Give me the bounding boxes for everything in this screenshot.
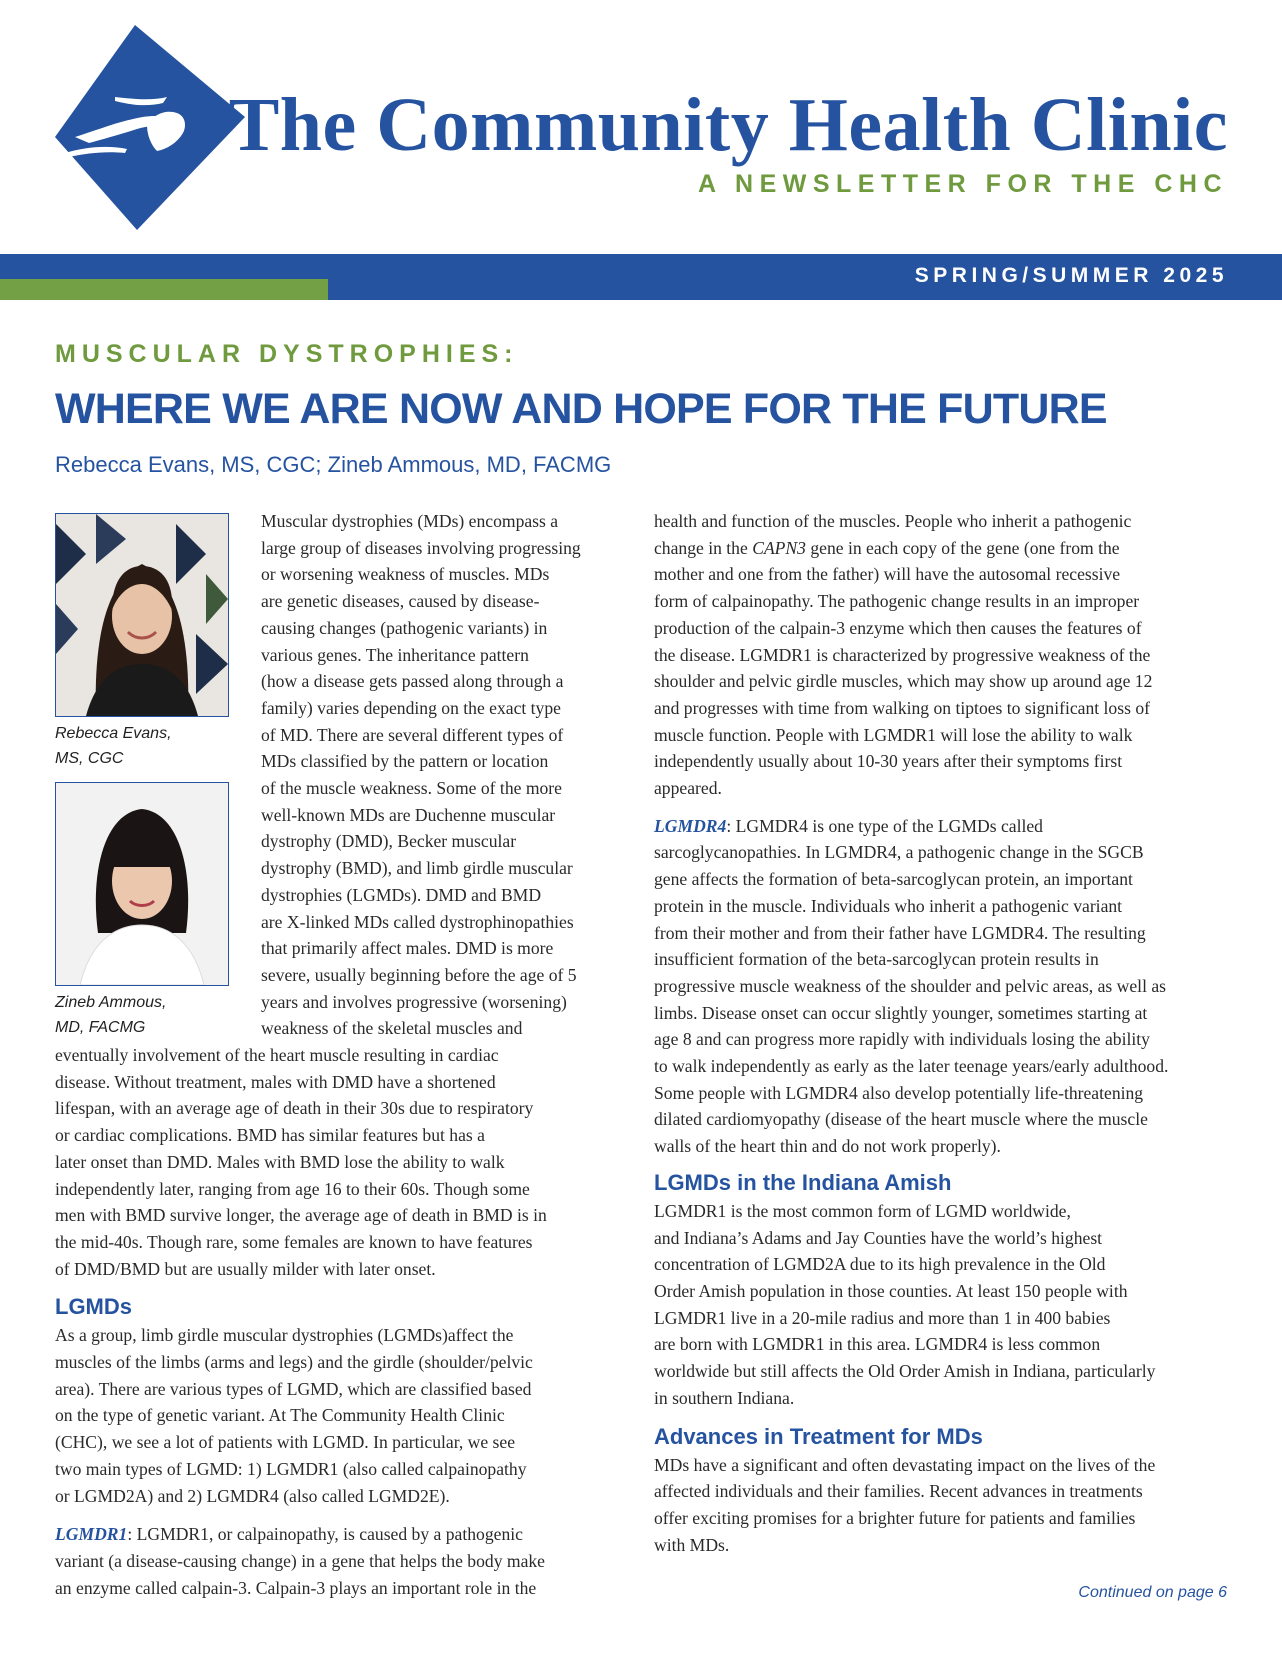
text-line: dystrophies (LGMDs). DMD and BMD	[261, 884, 542, 905]
author-photo-zineb-ammous	[55, 782, 229, 986]
text-line: appeared.	[654, 778, 722, 799]
portrait-image	[56, 514, 228, 716]
text-line: two main types of LGMD: 1) LGMDR1 (also called calpainopathy	[55, 1458, 527, 1479]
left-column	[55, 1042, 547, 1601]
masthead	[0, 0, 1282, 300]
text-line: dystrophy (DMD), Becker muscular	[261, 831, 517, 852]
text-line: and progresses with time from walking on tiptoes to significant loss of	[654, 697, 1150, 718]
hands-diamond-logo	[55, 25, 245, 230]
text-line: eventually involvement of the heart muscle resulting in cardiac	[55, 1045, 499, 1065]
text-line: MDs have a significant and often devastating impact on the lives of the	[654, 1454, 1156, 1475]
text-line: Order Amish population in those counties. At least 150 people with	[654, 1280, 1128, 1301]
text-line: production of the calpain-3 enzyme which then causes the features of	[654, 617, 1142, 638]
text-line: offer exciting promises for a brighter future for patients and families	[654, 1507, 1136, 1528]
text-line: (CHC), we see a lot of patients with LGMD. In particular, we see	[55, 1432, 516, 1453]
newsletter-subtitle: A NEWSLETTER FOR THE CHC	[697, 170, 1228, 198]
text-line: various genes. The inheritance pattern	[261, 644, 529, 665]
section-heading-lgmds: LGMDs	[55, 1294, 132, 1320]
lgmdr4-paragraph: LGMDR4: LGMDR4 is one type of the LGMDs called sarcoglycanopathies. In LGMDR4, a pathogenic change in the SGCB gene affects the formation of beta-sarcoglycan protein, an important protein in the muscle. Individuals who inherit a pathogenic variant from their mother and from their father have LGMDR4. The resulting insufficient formation of the beta-sarcoglycan protein results in progressive muscle weakness of the shoulder and pelvic areas, as well as limbs. Disease onset can occur slightly younger, sometimes starting at age 8 and can progress more rapidly with individuals losing the ability to walk independently as early as the later teenage years/early adulthood. Some people with LGMDR4 also develop potentially life-threatening dilated cardiomyopathy (disease of the heart muscle where the muscle walls of the heart thin and do not work properly).	[654, 813, 1168, 1160]
text-line: muscles of the limbs (arms and legs) and the girdle (shoulder/pelvic	[55, 1352, 533, 1373]
text-line: (how a disease gets passed along through a	[261, 671, 564, 692]
issue-date: SPRING/SUMMER 2025	[914, 264, 1228, 287]
text-line: age 8 and can progress more rapidly with individuals losing the ability	[654, 1029, 1150, 1050]
text-line: of the muscle weakness. Some of the more	[261, 778, 562, 799]
continued-link[interactable]: Continued on page 6	[1078, 1584, 1227, 1601]
text-line: large group of diseases involving progressing	[261, 537, 581, 558]
lgmds-paragraph	[55, 1322, 547, 1509]
text-line: the mid-40s. Though rare, some females are known to have features	[55, 1231, 533, 1252]
text-line: mother and one from the father) will have the autosomal recessive	[654, 564, 1121, 585]
text-line: Some people with LGMDR4 also develop potentially life-threatening	[654, 1082, 1144, 1103]
lgmdr1-paragraph-continued: health and function of the muscles. People who inherit a pathogenic change in the CAPN3 gene in each copy of the gene (one from the mother and one from the father) will have the autosomal recessive form of calpainopathy. The pathogenic change results in an improper production of the calpain-3 enzyme which then causes the features of the disease. LGMDR1 is characterized by progressive weakness of the shoulder and pelvic girdle muscles, which may show up around age 12 and progresses with time from walking on tiptoes to significant loss of muscle function. People with LGMDR1 will lose the ability to walk independently usually about 10-30 years after their symptoms first appeared.	[654, 508, 1168, 802]
text-line: As a group, limb girdle muscular dystrophies (LGMDs)affect the	[55, 1325, 514, 1346]
section-heading-indiana-amish: LGMDs in the Indiana Amish	[654, 1169, 952, 1195]
text-line: that primarily affect males. DMD is more	[261, 938, 554, 959]
text-line: insufficient formation of the beta-sarcoglycan protein results in	[654, 949, 1099, 970]
text-line: or worsening weakness of muscles. MDs	[261, 564, 550, 585]
text-line: the disease. LGMDR1 is characterized by progressive weakness of the	[654, 644, 1151, 665]
text-line: gene affects the formation of beta-sarcoglycan protein, an important	[654, 869, 1133, 890]
text-line: and Indiana’s Adams and Jay Counties have the world’s highest	[654, 1227, 1103, 1248]
text-line: form of calpainopathy. The pathogenic change results in an improper	[654, 591, 1140, 612]
text-line: affected individuals and their families. Recent advances in treatments	[654, 1481, 1143, 1502]
capn3-gene: CAPN3	[752, 537, 806, 558]
article-byline: Rebecca Evans, MS, CGC; Zineb Ammous, MD, FACMG	[55, 452, 612, 477]
photo-caption-zineb-ammous: Zineb Ammous, MD, FACMG	[55, 994, 167, 1036]
text-line: disease. Without treatment, males with DMD have a shortened	[55, 1071, 496, 1092]
text-line: family) varies depending on the exact type	[261, 697, 561, 718]
portrait-image	[56, 783, 228, 985]
article-headline: WHERE WE ARE NOW AND HOPE FOR THE FUTURE	[55, 385, 1107, 433]
indiana-amish-paragraph	[654, 1198, 1168, 1412]
intro-paragraph-continued	[55, 1042, 547, 1282]
text-line: variant (a disease-causing change) in a gene that helps the body make	[55, 1550, 545, 1571]
text-line: from their mother and from their father have LGMDR4. The resulting	[654, 922, 1146, 943]
photo-caption-rebecca-evans: Rebecca Evans, MS, CGC	[55, 725, 172, 767]
text-line: are X-linked MDs called dystrophinopathies	[261, 911, 574, 932]
section-heading-advances: Advances in Treatment for MDs	[654, 1423, 983, 1449]
text-line: walls of the heart thin and do not work properly).	[654, 1136, 1001, 1157]
text-line: in southern Indiana.	[654, 1387, 795, 1408]
text-line: to walk independently as early as the later teenage years/early adulthood.	[654, 1056, 1169, 1077]
text-line: of MD. There are several different types of	[261, 724, 564, 745]
text-line: causing changes (pathogenic variants) in	[261, 617, 548, 638]
text-line: are genetic diseases, caused by disease-	[261, 591, 540, 612]
text-line: dilated cardiomyopathy (disease of the heart muscle where the muscle	[654, 1109, 1148, 1130]
text-line: an enzyme called calpain-3. Calpain-3 plays an important role in the	[55, 1577, 537, 1598]
advances-paragraph	[654, 1452, 1168, 1559]
text-line: LGMDR1 live in a 20-mile radius and more than 1 in 400 babies	[654, 1307, 1111, 1328]
text-line: lifespan, with an average age of death in their 30s due to respiratory	[55, 1098, 534, 1119]
text-line: with MDs.	[654, 1534, 730, 1555]
text-line: MDs classified by the pattern or location	[261, 751, 549, 772]
green-accent-bar	[0, 279, 328, 300]
text-line: independently usually about 10-30 years after their symptoms first	[654, 751, 1123, 772]
text-line: limbs. Disease onset can occur slightly younger, sometimes starting at	[654, 1002, 1148, 1023]
lgmdr1-paragraph: LGMDR1: LGMDR1, or calpainopathy, is caused by a pathogenic variant (a disease-causing change) in a gene that helps the body make an enzyme called calpain-3. Calpain-3 plays an important role in the	[55, 1521, 547, 1601]
lgmdr4-lead: LGMDR4	[654, 815, 727, 836]
author-photo-rebecca-evans	[55, 513, 229, 717]
text-line: well-known MDs are Duchenne muscular	[261, 804, 556, 825]
text-line: worldwide but still affects the Old Order Amish in Indiana, particularly	[654, 1361, 1156, 1382]
text-line: Muscular dystrophies (MDs) encompass a	[261, 511, 559, 531]
text-line: muscle function. People with LGMDR1 will lose the ability to walk	[654, 724, 1133, 745]
text-line: years and involves progressive (worsening)	[261, 991, 567, 1012]
text-line: severe, usually beginning before the age of 5	[261, 964, 577, 985]
text-line: are born with LGMDR1 in this area. LGMDR4 is less common	[654, 1334, 1101, 1355]
text-line: LGMDR1 is the most common form of LGMD worldwide,	[654, 1200, 1071, 1221]
text-line: independently later, ranging from age 16 to their 60s. Though some	[55, 1178, 530, 1199]
text-line: or cardiac complications. BMD has similar features but has a	[55, 1125, 485, 1146]
text-line: area). There are various types of LGMD, which are classified based	[55, 1378, 532, 1399]
text-line: men with BMD survive longer, the average age of death in BMD is in	[55, 1205, 547, 1226]
article-kicker: MUSCULAR DYSTROPHIES:	[55, 340, 519, 368]
text-line: concentration of LGMD2A due to its high prevalence in the Old	[654, 1254, 1106, 1275]
newsletter-title: The Community Health Clinic	[228, 83, 1228, 167]
text-line: sarcoglycanopathies. In LGMDR4, a pathogenic change in the SGCB	[654, 842, 1144, 863]
text-line: shoulder and pelvic girdle muscles, which may show up around age 12	[654, 671, 1153, 692]
lgmdr1-lead: LGMDR1	[55, 1524, 128, 1545]
text-line: progressive muscle weakness of the shoulder and pelvic areas, as well as	[654, 975, 1167, 996]
text-line: later onset than DMD. Males with BMD lose the ability to walk	[55, 1151, 505, 1172]
text-line: on the type of genetic variant. At The Community Health Clinic	[55, 1405, 505, 1426]
text-line: weakness of the skeletal muscles and	[261, 1018, 523, 1039]
right-column	[654, 508, 1168, 1558]
text-line: of DMD/BMD but are usually milder with later onset.	[55, 1258, 436, 1279]
text-line: or LGMD2A) and 2) LGMDR4 (also called LGMD2E).	[55, 1485, 450, 1506]
intro-paragraph-wrapped	[261, 508, 581, 1042]
text-line: protein in the muscle. Individuals who inherit a pathogenic variant	[654, 895, 1123, 916]
text-line: dystrophy (BMD), and limb girdle muscular	[261, 858, 573, 879]
